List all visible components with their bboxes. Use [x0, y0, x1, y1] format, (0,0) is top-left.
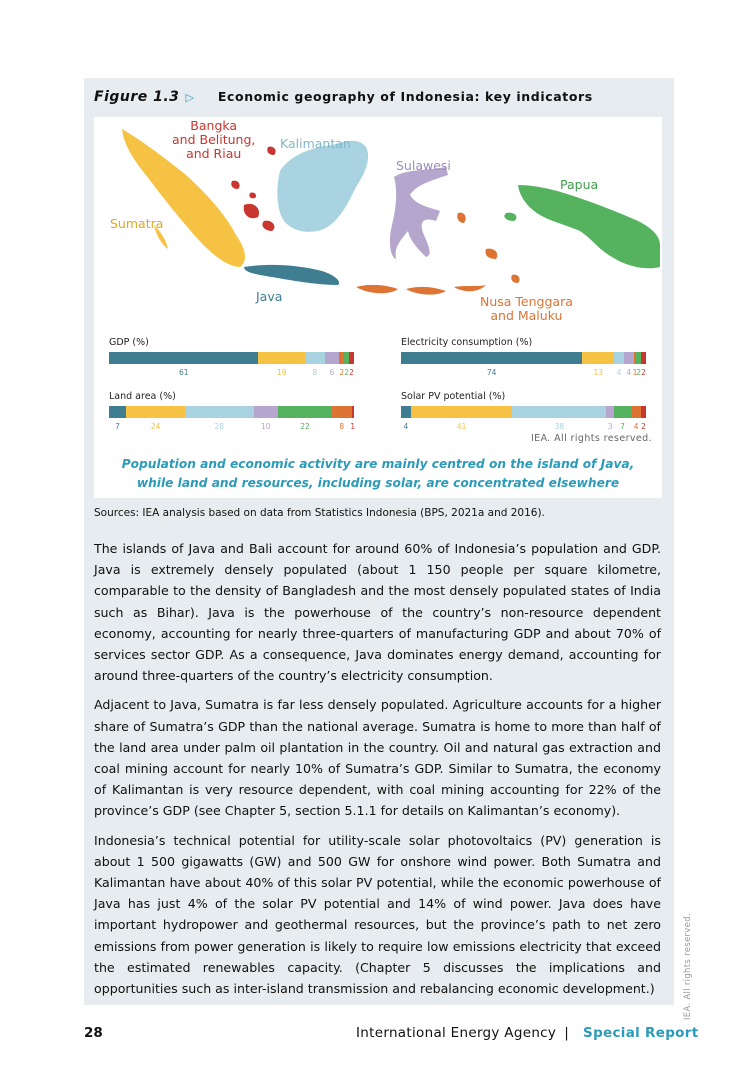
solar-chart	[401, 391, 646, 431]
map-label-sumatra: Sumatra	[110, 216, 164, 231]
bar-segment	[606, 406, 613, 418]
gdp-chart	[109, 337, 354, 377]
map-sulawesi	[390, 167, 448, 259]
bar-value-label: 10	[261, 422, 271, 431]
bar-value-label: 4	[403, 422, 409, 431]
bar-value-label: 28	[214, 422, 225, 431]
bar-segment	[401, 406, 411, 418]
bar-segment	[332, 406, 352, 418]
page-number: 28	[84, 1025, 103, 1041]
bar-value-label: 7	[115, 422, 120, 431]
bar-value-label: 74	[486, 368, 497, 377]
bar-segment	[631, 406, 641, 418]
bar-value-label: 4	[633, 422, 639, 431]
bar-segment	[325, 352, 340, 364]
bar-value-label: 24	[150, 422, 161, 431]
electricity-chart	[401, 337, 646, 377]
bar-value-label: 4	[626, 368, 632, 377]
map-label-nusa: Nusa Tenggara and Maluku	[480, 294, 573, 323]
bar-segment	[641, 406, 646, 418]
bar-segment	[258, 352, 305, 364]
figure-arrow-icon: ▷	[185, 91, 194, 104]
figure-number: Figure 1.3	[94, 89, 180, 105]
solar-bar	[401, 406, 646, 431]
figure-title: Economic geography of Indonesia: key indicators	[217, 89, 593, 104]
bar-segment	[352, 406, 354, 418]
bar-segment	[614, 352, 624, 364]
map-label-bangka: Bangka and Belitung, and Riau	[172, 118, 256, 161]
figure-header	[94, 89, 593, 109]
bar-value-label: 7	[620, 422, 625, 431]
bar-value-label: 2	[349, 368, 354, 377]
bar-value-label: 1	[632, 368, 638, 377]
bar-segment	[614, 406, 631, 418]
paragraph-3: Indonesia’s technical potential for utility-scale solar photovoltaics (PV) generation is about 1 500 gigawatts (GW) and 500 GW for onshore wind power. Both Sumatra and Kalimantan have about 40% of this solar PV potential, while the economic powerhouse of Java has just 4% of the solar PV potential and 14% of wind power. Java does have important hydropower and geothermal resources, but the province’s path to net zero emissions from power generation is likely to require low emissions electricity that exceed the estimated renewables capacity. (Chapter 5 discusses the implications and opportunities such as inter-island transmission and rebalancing economic development.)	[94, 832, 661, 997]
bar-value-label: 19	[276, 368, 287, 377]
bar-segment	[254, 406, 279, 418]
bar-segment	[126, 406, 185, 418]
bar-value-label: 4	[616, 368, 622, 377]
bar-value-label: 2	[636, 368, 642, 377]
footer-report: Special Report	[583, 1025, 699, 1041]
bar-value-label: 41	[456, 422, 467, 431]
map-label-sulawesi: Sulawesi	[396, 158, 451, 173]
bar-segment	[512, 406, 606, 418]
footer-org: International Energy Agency	[356, 1025, 557, 1041]
bar-segment	[641, 352, 646, 364]
bar-segment	[624, 352, 634, 364]
paragraph-1: The islands of Java and Bali account for around 60% of Indonesia’s population and GDP. Java is extremely densely populated (about 1 150 people per square kilometre, comparable to the density of Bangladesh and the most densely populated states of India such as Bihar). Java is the powerhouse of the country’s non-resource dependent economy, accounting for nearly three-quarters of manufacturing GDP and about 70% of services sector GDP. As a consequence, Java dominates energy demand, accounting for around three-quarters of the country’s electricity consumption.	[94, 541, 661, 684]
bar-segment	[305, 352, 325, 364]
map-papua	[504, 185, 660, 268]
bar-segment	[411, 406, 512, 418]
paragraph-2: Adjacent to Java, Sumatra is far less densely populated. Agriculture accounts for a higher share of Sumatra’s GDP than the national average. Sumatra is home to more than half of the land area under palm oil plantation in the country. Oil and natural gas extraction and coal mining account for nearly 10% of Sumatra’s GDP. Similar to Sumatra, the economy of Kalimantan is very resource dependent, with coal mining accounting for 22% of the province’s GDP (see Chapter 5, section 5.1.1 for details on Kalimantan’s economy).	[94, 697, 661, 819]
figure-rights: IEA. All rights reserved.	[530, 433, 652, 444]
bar-value-label: 61	[178, 368, 189, 377]
bar-value-label: 8	[312, 368, 318, 377]
bar-value-label: 2	[339, 368, 345, 377]
bar-value-label: 2	[344, 368, 350, 377]
map-label-java: Java	[256, 289, 283, 304]
bar-value-label: 38	[554, 422, 565, 431]
bar-value-label: 3	[607, 422, 613, 431]
bar-value-label: 8	[339, 422, 345, 431]
bar-value-label: 13	[593, 368, 603, 377]
bar-segment	[278, 406, 332, 418]
land-bar	[109, 406, 356, 431]
caption-line-1: Population and economic activity are mainly centred on the island of Java,	[121, 457, 635, 471]
gdp-chart-title: GDP (%)	[109, 337, 149, 348]
body-text	[94, 538, 661, 1007]
land-chart-title: Land area (%)	[109, 391, 176, 402]
map-kalimantan	[277, 141, 368, 232]
bar-value-label: 2	[641, 368, 646, 377]
figure-box	[94, 117, 662, 498]
electricity-chart-title: Electricity consumption (%)	[401, 337, 533, 348]
electricity-bar	[401, 352, 646, 377]
bar-value-label: 6	[329, 368, 335, 377]
map-label-kalimantan: Kalimantan	[280, 136, 351, 151]
bar-value-label: 2	[641, 422, 646, 431]
bar-value-label: 22	[300, 422, 310, 431]
map-label-papua: Papua	[560, 177, 599, 192]
solar-chart-title: Solar PV potential (%)	[401, 391, 506, 402]
land-chart	[109, 391, 356, 431]
gdp-bar	[109, 352, 354, 377]
caption-line-2: while land and resources, including solar, are concentrated elsewhere	[136, 476, 620, 490]
figure-caption	[94, 455, 662, 493]
footer	[356, 1025, 698, 1041]
bar-segment	[185, 406, 254, 418]
bar-segment	[582, 352, 614, 364]
bar-value-label: 1	[350, 422, 356, 431]
side-rights: IEA. All rights reserved.	[683, 913, 693, 1020]
map-nusa	[356, 213, 520, 295]
bar-segment	[349, 352, 354, 364]
map-java	[244, 265, 339, 285]
bar-segment	[109, 352, 258, 364]
footer-separator: |	[564, 1025, 570, 1041]
sources-note: Sources: IEA analysis based on data from Statistics Indonesia (BPS, 2021a and 2016).	[94, 507, 545, 519]
bar-segment	[401, 352, 582, 364]
bar-segment	[109, 406, 126, 418]
